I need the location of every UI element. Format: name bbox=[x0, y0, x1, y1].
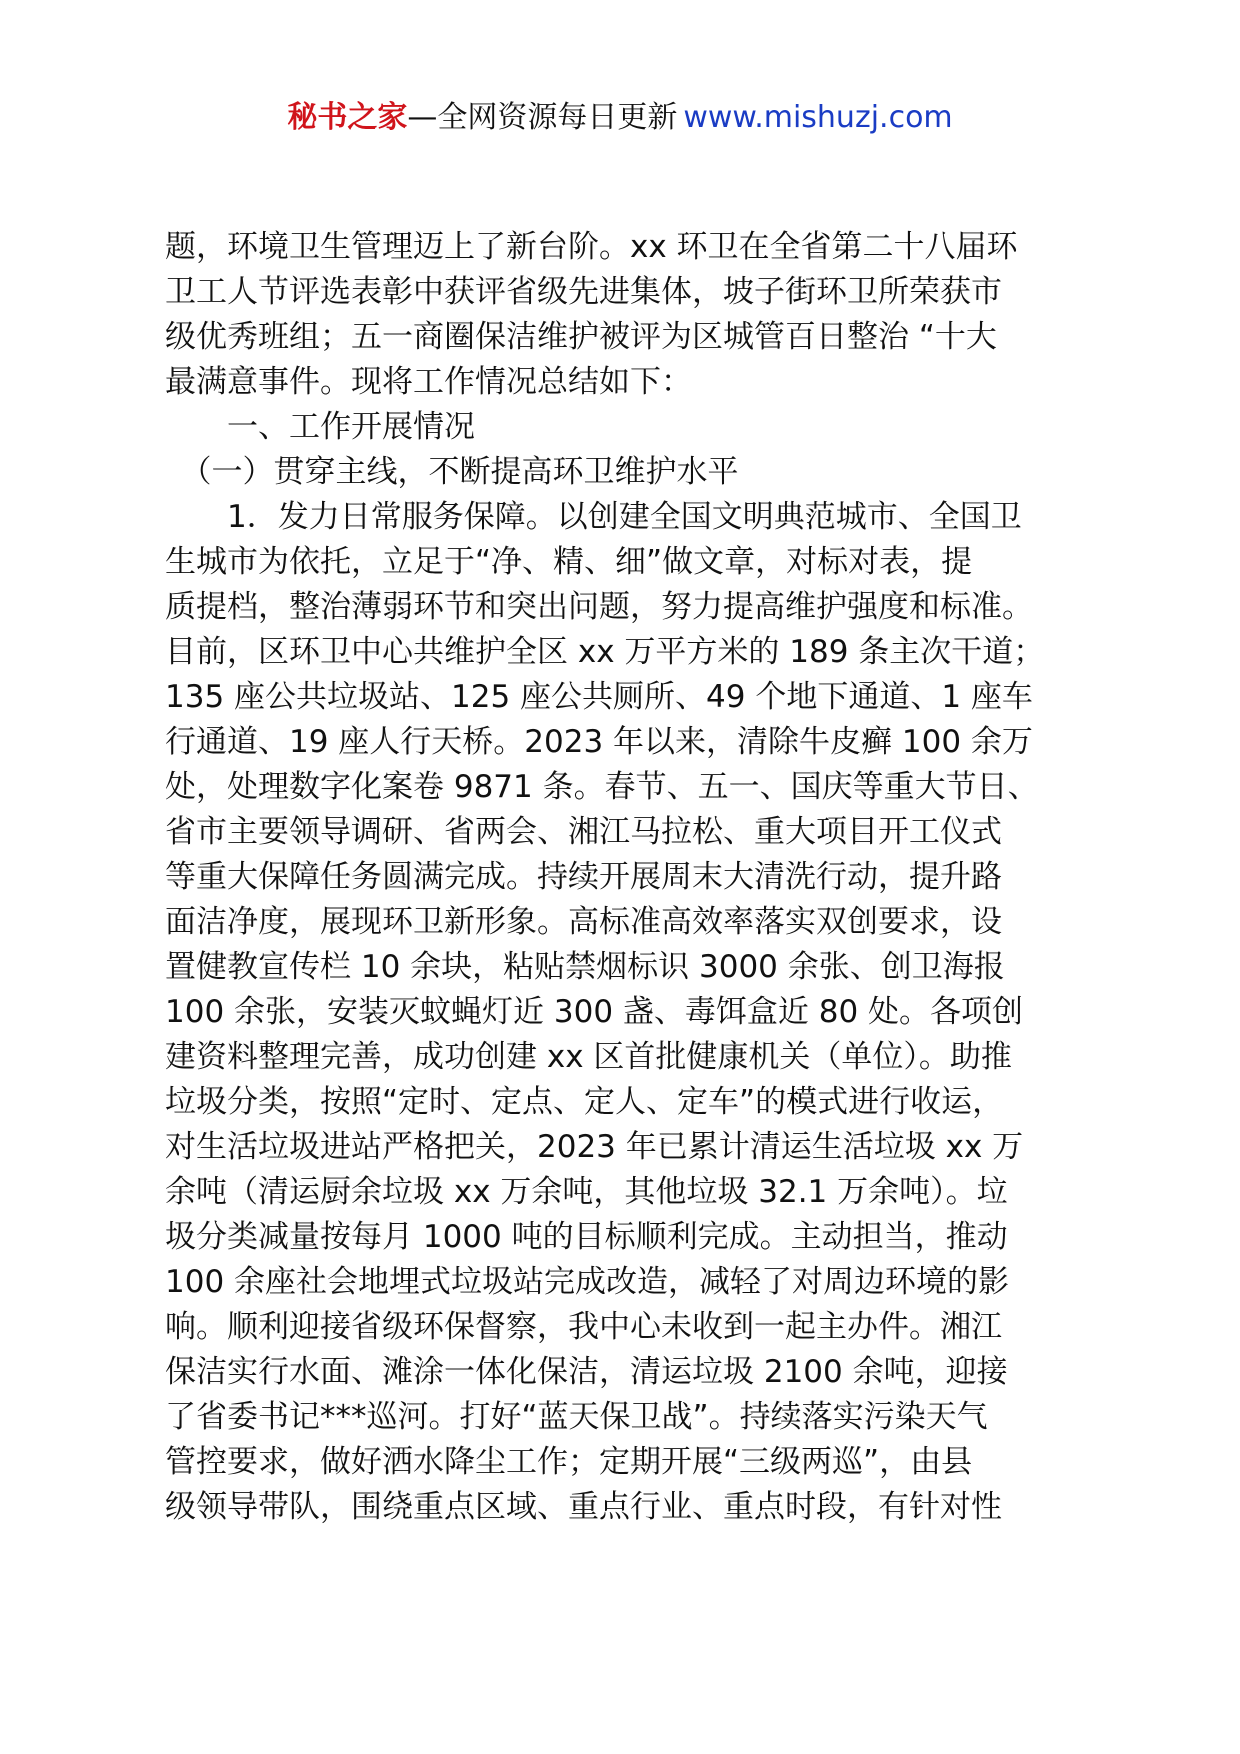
text-line: 省市主要领导调研、省两会、湘江马拉松、重大项目开工仪式 bbox=[165, 814, 1002, 850]
text-line: 级优秀班组；五一商圈保洁维护被评为区城管百日整治 “十大 bbox=[165, 319, 997, 355]
header-slogan: —全网资源每日更新 bbox=[407, 100, 678, 135]
text-line: 等重大保障任务圆满完成。持续开展周末大清洗行动，提升路 bbox=[165, 859, 1002, 895]
text-line: 一、工作开展情况 bbox=[165, 409, 475, 445]
text-line: 响。顺利迎接省级环保督察，我中心未收到一起主办件。湘江 bbox=[165, 1309, 1002, 1345]
text-line: 了省委书记***巡河。打好“蓝天保卫战”。持续落实污染天气 bbox=[165, 1399, 988, 1435]
text-line: 135 座公共垃圾站、125 座公共厕所、49 个地下通道、1 座车 bbox=[165, 679, 1033, 715]
text-line: 级领导带队，围绕重点区域、重点行业、重点时段，有针对性 bbox=[165, 1489, 1002, 1525]
text-line: 卫工人节评选表彰中获评省级先进集体，坡子街环卫所荣获市 bbox=[165, 274, 1002, 310]
text-line: 面洁净度，展现环卫新形象。高标准高效率落实双创要求，设 bbox=[165, 904, 1002, 940]
text-line: 100 余座社会地埋式垃圾站完成改造，减轻了对周边环境的影 bbox=[165, 1264, 1010, 1300]
text-line: （一）贯穿主线，不断提高环卫维护水平 bbox=[165, 454, 739, 490]
site-url-link[interactable]: www.mishuzj.com bbox=[683, 100, 953, 135]
document-body bbox=[165, 225, 1105, 1530]
text-line: 100 余张，安装灭蚊蝇灯近 300 盏、毒饵盒近 80 处。各项创 bbox=[165, 994, 1024, 1030]
text-line: 目前，区环卫中心共维护全区 xx 万平方米的 189 条主次干道； bbox=[165, 634, 1045, 670]
text-line: 建资料整理完善，成功创建 xx 区首批健康机关（单位）。助推 bbox=[165, 1039, 1012, 1075]
text-line: 对生活垃圾进站严格把关，2023 年已累计清运生活垃圾 xx 万 bbox=[165, 1129, 1024, 1165]
text-line: 生城市为依托，立足于“净、精、细”做文章，对标对表，提 bbox=[165, 544, 973, 580]
text-line: 保洁实行水面、滩涂一体化保洁，清运垃圾 2100 余吨，迎接 bbox=[165, 1354, 1008, 1390]
text-line: 垃圾分类，按照“定时、定点、定人、定车”的模式进行收运， bbox=[165, 1084, 1004, 1120]
text-line: 质提档，整治薄弱环节和突出问题，努力提高维护强度和标准。 bbox=[165, 589, 1033, 625]
brand-name: 秘书之家 bbox=[287, 100, 408, 135]
page-header bbox=[0, 98, 1240, 138]
text-line: 余吨（清运厨余垃圾 xx 万余吨，其他垃圾 32.1 万余吨）。垃 bbox=[165, 1174, 1008, 1210]
text-line: 题，环境卫生管理迈上了新台阶。xx 环卫在全省第二十八届环 bbox=[165, 229, 1018, 265]
text-line: 置健教宣传栏 10 余块，粘贴禁烟标识 3000 余张、创卫海报 bbox=[165, 949, 1005, 985]
text-line: 最满意事件。现将工作情况总结如下： bbox=[165, 364, 692, 400]
text-line: 管控要求，做好洒水降尘工作；定期开展“三级两巡”，由县 bbox=[165, 1444, 973, 1480]
text-line: 1．发力日常服务保障。以创建全国文明典范城市、全国卫 bbox=[165, 499, 1022, 535]
text-line: 圾分类减量按每月 1000 吨的目标顺利完成。主动担当，推动 bbox=[165, 1219, 1008, 1255]
text-line: 处，处理数字化案卷 9871 条。春节、五一、国庆等重大节日、 bbox=[165, 769, 1039, 805]
text-line: 行通道、19 座人行天桥。2023 年以来，清除牛皮癣 100 余万 bbox=[165, 724, 1033, 760]
